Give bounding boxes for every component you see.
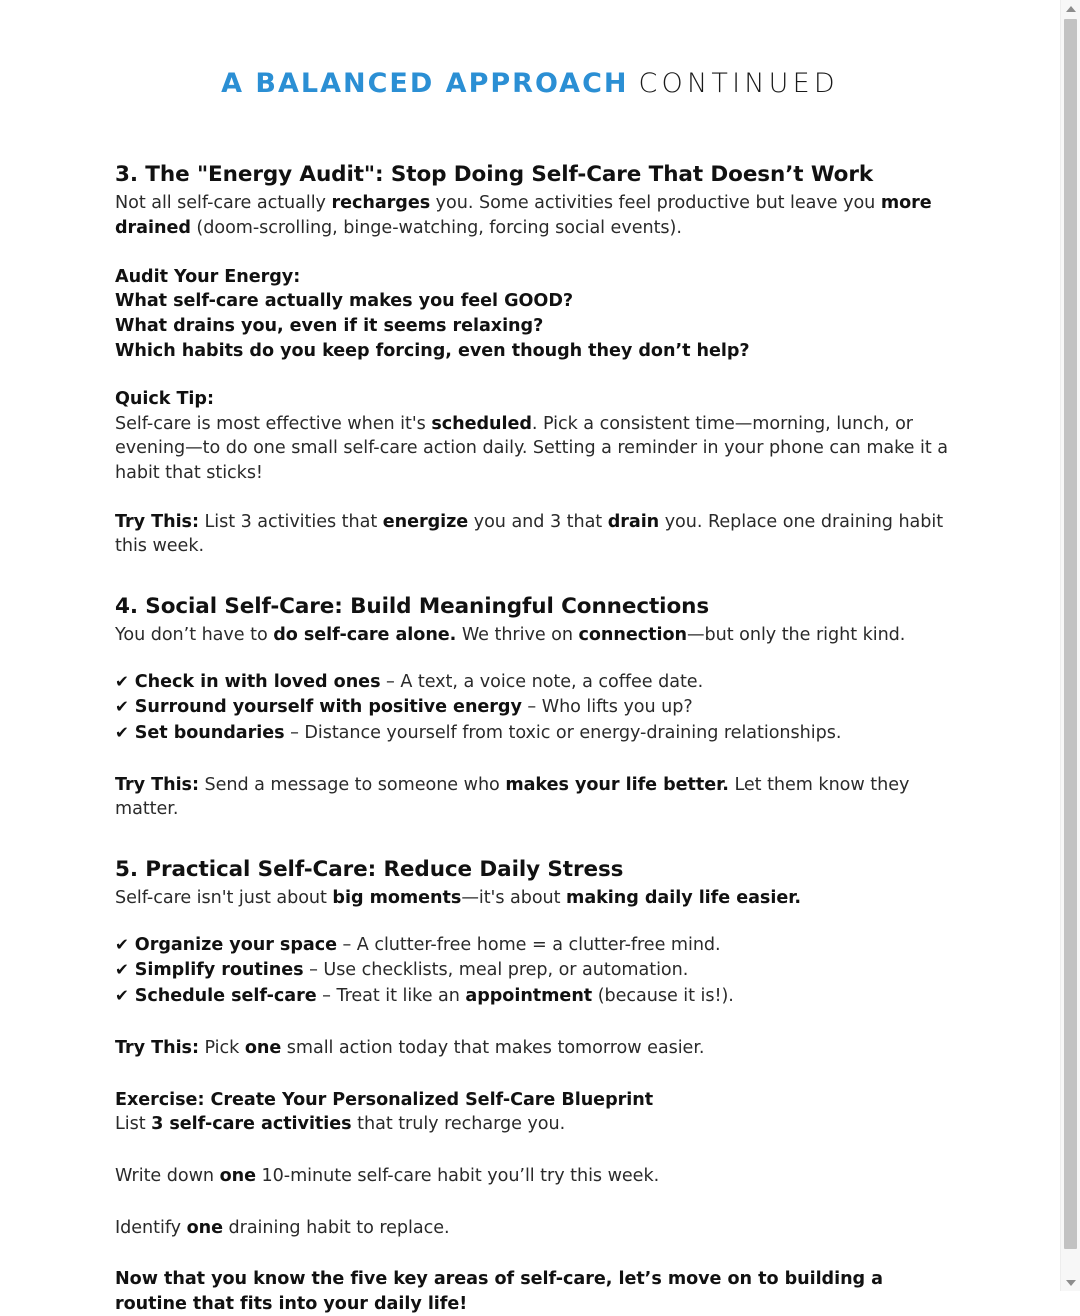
document-content (115, 99, 955, 1316)
text-run: 10-minute self-care habit you’ll try this week. (255, 1165, 660, 1186)
text-run: Not all self-care actually (115, 193, 332, 214)
quick-tip-label (115, 387, 955, 412)
section-4-try-this (115, 773, 955, 822)
scroll-down-arrow-icon (1066, 1280, 1076, 1286)
text-run: Write down (115, 1165, 220, 1186)
text-run-bold: Try This: (115, 511, 199, 532)
exercise-line-3 (115, 1216, 955, 1241)
scroll-up-arrow-icon (1066, 6, 1076, 12)
audit-question-1: What self-care actually makes you feel GOOD? (115, 291, 574, 312)
text-run-bold: Now that you know the five key areas of self-care, let’s move on to building a routine that fits into your daily life! (115, 1269, 883, 1314)
text-run: Self-care is most effective when it's (115, 413, 432, 434)
text-run: List 3 activities that (198, 511, 383, 532)
text-run: (doom-scrolling, binge-watching, forcing social events). (190, 218, 682, 238)
list-item-text-bold: appointment (465, 985, 593, 1006)
text-run: Send a message to someone who (198, 774, 506, 795)
audit-question-label: Audit Your Energy: (115, 266, 301, 287)
vertical-scrollbar[interactable] (1060, 0, 1080, 1291)
section-5-try-this (115, 1036, 955, 1061)
text-run: You don’t have to (115, 625, 274, 646)
section-4-intro (115, 623, 955, 648)
list-item-label: Set boundaries (134, 722, 285, 743)
section-3-heading: 3. The "Energy Audit": Stop Doing Self-Care That Doesn’t Work (115, 162, 874, 187)
text-run-bold: one (186, 1217, 223, 1238)
section-4-checklist (115, 670, 955, 746)
text-run-bold: Try This: (115, 1038, 199, 1059)
text-run: . Pick a consistent time—morning, lunch, or evening—to do one small self-care action daily. Setting a reminder in your phone can make it a habit that sticks! (115, 413, 948, 483)
list-item-label: Check in with loved ones (134, 671, 381, 692)
check-icon: ✔ (115, 722, 129, 742)
audit-question-3: Which habits do you keep forcing, even though they don’t help? (115, 340, 750, 361)
text-run-bold: makes your life better. (505, 774, 729, 795)
list-item (115, 721, 955, 746)
section-4-heading: 4. Social Self-Care: Build Meaningful Connections (115, 593, 710, 619)
scrollbar-thumb[interactable] (1064, 19, 1077, 1249)
text-run-bold: one (244, 1038, 282, 1059)
text-run-bold: do self-care alone. (273, 625, 457, 646)
text-run: you. Replace one draining habit this week. (115, 511, 944, 557)
exercise-line-2 (115, 1164, 955, 1189)
check-icon: ✔ (115, 935, 129, 955)
list-item (115, 933, 955, 958)
header-title-rest: CONTINUED (638, 68, 839, 99)
text-run: Self-care isn't just about (115, 888, 333, 909)
closing-statement (115, 1267, 955, 1316)
header-title-highlight: A BALANCED APPROACH (221, 68, 629, 99)
text-run: draining habit to replace. (222, 1217, 450, 1238)
list-item (115, 695, 955, 720)
text-run-bold: drain (607, 511, 660, 532)
list-item-text: – A text, a voice note, a coffee date. (380, 671, 704, 692)
scroll-up-button[interactable] (1061, 0, 1080, 17)
text-run: List (115, 1114, 152, 1135)
text-run: small action today that makes tomorrow easier. (281, 1038, 705, 1059)
text-run-bold: Exercise: Create Your Personalized Self-Care Blueprint (115, 1089, 654, 1110)
text-run-bold: more drained (115, 193, 932, 238)
text-run: that truly recharge you. (351, 1114, 566, 1135)
text-run: Let them know they matter. (115, 774, 910, 820)
check-icon: ✔ (115, 671, 129, 691)
list-item-text: – Distance yourself from toxic or energy-draining relationships. (284, 722, 842, 743)
list-item (115, 984, 955, 1009)
check-icon: ✔ (115, 960, 129, 980)
section-3-intro (115, 191, 955, 240)
list-item-text: – Treat it like an (316, 985, 466, 1006)
list-item-label: Schedule self-care (134, 985, 317, 1006)
text-run-bold: energize (382, 511, 469, 532)
scroll-down-button[interactable] (1061, 1274, 1080, 1291)
list-item-text: – Who lifts you up? (521, 697, 693, 718)
text-run-bold: Quick Tip: (115, 389, 214, 410)
text-run-bold: making daily life easier. (566, 888, 801, 909)
exercise-line-1 (115, 1112, 955, 1137)
page-header (0, 0, 1060, 99)
text-run-bold: big moments (332, 888, 462, 909)
section-5-checklist (115, 933, 955, 1009)
text-run: Pick (198, 1038, 245, 1059)
list-item-text: – Use checklists, meal prep, or automation. (303, 960, 689, 981)
quick-tip-text (115, 412, 955, 486)
text-run: —it's about (461, 888, 567, 909)
list-item-text: – A clutter-free home = a clutter-free mind. (336, 935, 721, 956)
text-run: —but only the right kind. (686, 625, 906, 646)
text-run-bold: scheduled (431, 413, 532, 434)
list-item-label: Simplify routines (134, 960, 304, 981)
list-item (115, 958, 955, 983)
audit-question-2: What drains you, even if it seems relaxing? (115, 315, 544, 336)
text-run-bold: connection (578, 625, 687, 646)
check-icon: ✔ (115, 985, 129, 1005)
text-run-bold: one (219, 1165, 256, 1186)
section-3-try-this (115, 510, 955, 559)
text-run: you and 3 that (468, 511, 608, 532)
text-run: you. Some activities feel productive but leave you (430, 193, 881, 214)
list-item (115, 670, 955, 695)
text-run-bold: recharges (331, 193, 431, 214)
text-run-bold: Try This: (115, 774, 199, 795)
text-run-bold: 3 self-care activities (151, 1114, 352, 1135)
list-item-label: Organize your space (134, 935, 337, 956)
text-run: Identify (115, 1217, 187, 1238)
section-5-intro (115, 886, 955, 911)
check-icon: ✔ (115, 697, 129, 717)
exercise-heading (115, 1088, 955, 1113)
list-item-label: Surround yourself with positive energy (134, 697, 522, 718)
text-run: We thrive on (456, 625, 579, 646)
audit-questions-block (115, 265, 955, 364)
list-item-text-tail: (because it is!). (592, 985, 734, 1006)
section-5-heading: 5. Practical Self-Care: Reduce Daily Stress (115, 857, 624, 883)
